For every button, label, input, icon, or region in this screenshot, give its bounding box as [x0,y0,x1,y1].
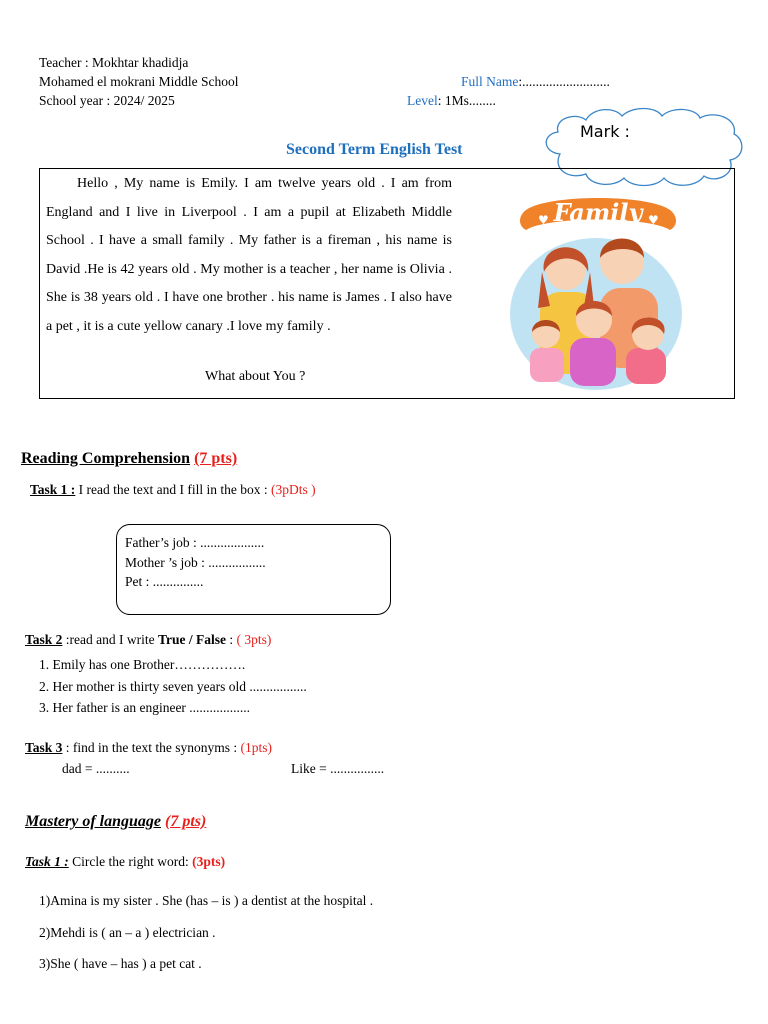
circle-item-3[interactable]: 3)She ( have – has ) a pet cat . [39,956,202,971]
passage-closing: What about You ? [205,369,306,384]
synonym-dad[interactable]: dad = .......... [62,761,130,776]
task3-text: : find in the text the synonyms : [62,740,241,755]
full-name-label: Full Name [461,74,519,89]
task2-item-2[interactable]: 2. Her mother is thirty seven years old ................. [39,678,307,694]
task2-text: :read and I write [62,632,158,647]
task1-instruction [30,482,316,498]
level-field[interactable] [407,91,496,110]
level-value: : 1Ms........ [437,93,496,108]
task3-points: (1pts) [240,740,273,755]
reading-points: (7 pts) [194,450,238,467]
task2-points: ( 3pts) [236,632,272,647]
mastery-task1-points: (3pts) [192,854,226,869]
circle-item-1[interactable]: 1)Amina is my sister . She (has – is ) a dentist at the hospital . [39,893,374,908]
mastery-points: (7 pts) [165,813,207,830]
full-name-field[interactable] [461,72,610,91]
mastery-task1-label: Task 1 : [25,854,69,869]
svg-text:♥: ♥ [538,213,549,227]
mastery-heading-text: Mastery of language [25,813,161,830]
page-title: Second Term English Test [286,141,463,158]
family-banner-text: Family [553,198,643,227]
passage-text: Hello , My name is Emily. I am twelve years old . I am from England and I live in Liverpool . I am a pupil at Elizabeth Middle School . I have a small family . My father is a fireman , his name is David .He is 42 years old . My mother is a teacher , her name is Olivia . She is 38 years old . I have one brother . his name is James . I also have a pet , it is a cute yellow canary .I love my family . [46,176,452,334]
mothers-job-field[interactable]: Mother ’s job : ................. [125,554,266,570]
task2-list [39,654,307,719]
task2-label: Task 2 [25,632,63,647]
mastery-heading [25,813,206,831]
family-illustration [508,188,688,393]
task3-instruction [25,740,272,756]
task2-item-1[interactable]: 1. Emily has one Brother……………. [39,657,246,672]
reading-heading-text: Reading Comprehension [21,450,191,467]
school-name: Mohamed el mokrani Middle School [39,74,239,89]
svg-text:♥: ♥ [648,213,659,227]
school-year: School year : 2024/ 2025 [39,93,175,108]
task2-item-3[interactable]: 3. Her father is an engineer .................. [39,700,251,715]
task2-sep: : [226,632,237,647]
fill-in-items [125,533,266,592]
mastery-task1-instruction [25,854,225,870]
reading-comprehension-heading [21,450,237,468]
synonym-like[interactable]: Like = ................ [291,761,385,776]
task1-text: I read the text and I fill in the box : [75,482,271,497]
task1-label: Task 1 : [30,482,76,497]
task2-true-false: True / False [158,632,226,647]
mastery-task1-text: Circle the right word: [68,854,193,869]
pet-field[interactable]: Pet : ............... [125,574,204,589]
mark-label: Mark : [580,122,630,141]
teacher-name: Teacher : Mokhtar khadidja [39,55,189,70]
task2-instruction [25,632,271,648]
task3-label: Task 3 [25,740,63,755]
mastery-task1-list [39,885,373,980]
full-name-blank: :.......................... [518,74,610,89]
task1-points: (3pDts ) [270,482,316,497]
level-label: Level [407,93,438,108]
header-left [39,53,238,110]
fathers-job-field[interactable]: Father’s job : ................... [125,535,265,550]
reading-passage [46,170,452,341]
circle-item-2[interactable]: 2)Mehdi is ( an – a ) electrician . [39,924,216,940]
